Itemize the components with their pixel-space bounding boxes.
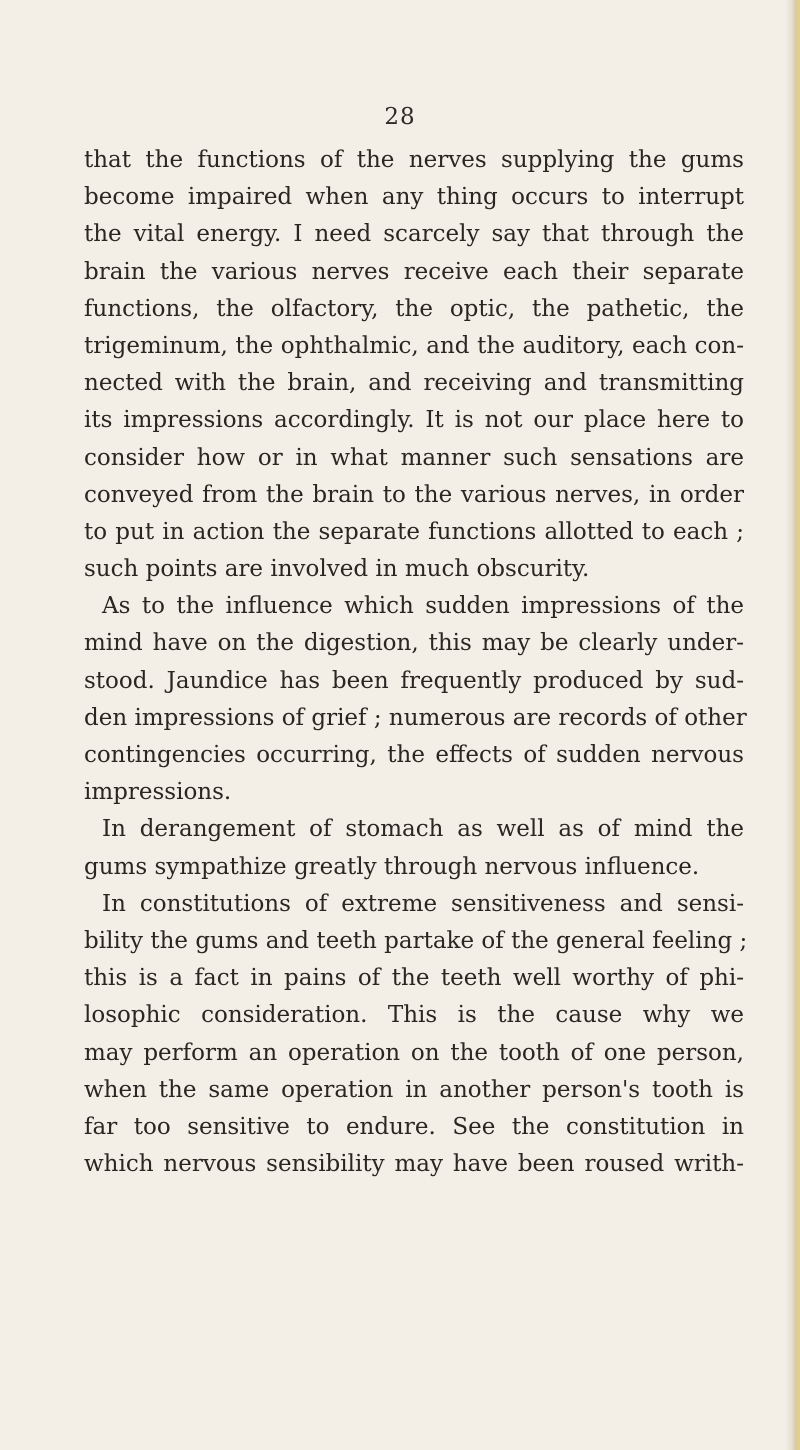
text-line: den impressions of grief ; numerous are records of other xyxy=(84,704,747,731)
text-line: conveyed from the brain to the various nerves, in order xyxy=(84,481,744,508)
page-number: 28 xyxy=(384,104,416,130)
text-line: brain the various nerves receive each their separate xyxy=(84,258,744,285)
page-edge xyxy=(786,0,800,1450)
text-line: such points are involved in much obscurity. xyxy=(84,556,590,583)
text-line: the vital energy. I need scarcely say that through the xyxy=(84,221,744,248)
text-line: become impaired when any thing occurs to interrupt xyxy=(84,184,744,211)
text-line: when the same operation in another person's tooth is xyxy=(84,1076,744,1103)
text-line: may perform an operation on the tooth of one person, xyxy=(84,1039,744,1066)
text-line: As to the influence which sudden impressions of the xyxy=(102,593,744,620)
text-line: losophic consideration. This is the cause why we xyxy=(84,1002,744,1029)
text-line: this is a fact in pains of the teeth well worthy of phi- xyxy=(84,965,744,992)
text-line: far too sensitive to endure. See the constitution in xyxy=(84,1113,744,1140)
text-line: In derangement of stomach as well as of mind the xyxy=(102,816,744,843)
text-line: consider how or in what manner such sensations are xyxy=(84,444,744,471)
text-line: impressions. xyxy=(84,779,232,806)
text-line: functions, the olfactory, the optic, the pathetic, the xyxy=(84,295,744,322)
text-line: which nervous sensibility may have been roused writh- xyxy=(84,1151,744,1178)
text-line: nected with the brain, and receiving and transmitting xyxy=(84,370,744,397)
text-line: contingencies occurring, the effects of sudden nervous xyxy=(84,742,744,768)
text-line: gums sympathize greatly through nervous influence. xyxy=(84,853,700,880)
text-line: trigeminum, the ophthalmic, and the auditory, each con- xyxy=(84,332,744,359)
text-line: In constitutions of extreme sensitiveness and sensi- xyxy=(102,890,744,917)
text-line: stood. Jaundice has been frequently produced by sud- xyxy=(84,667,744,694)
body-text xyxy=(84,142,748,1183)
text-line: that the functions of the nerves supplying the gums xyxy=(84,147,744,173)
text-line: its impressions accordingly. It is not our place here to xyxy=(84,407,744,434)
text-line: bility the gums and teeth partake of the general feeling ; xyxy=(84,927,748,954)
text-line: to put in action the separate functions allotted to each ; xyxy=(84,518,744,545)
text-line: mind have on the digestion, this may be clearly under- xyxy=(84,630,744,657)
